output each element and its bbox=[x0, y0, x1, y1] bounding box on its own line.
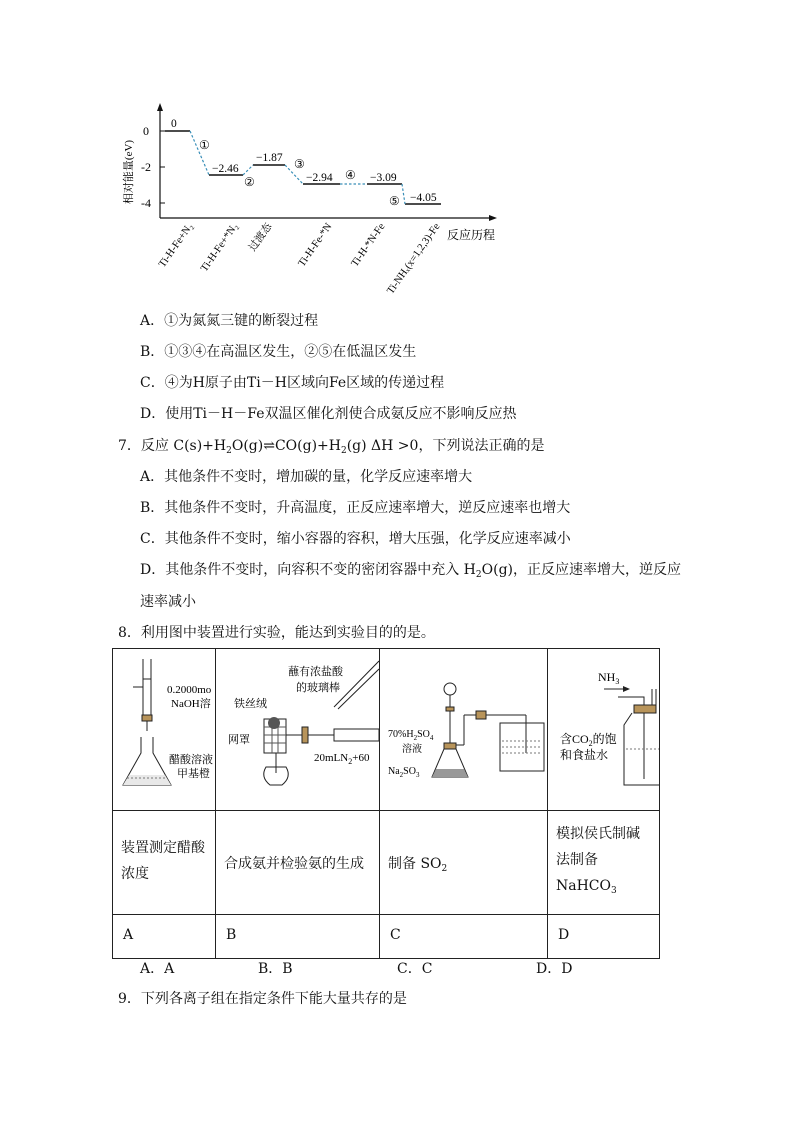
species-label-4: Ti-H-*N-Fe bbox=[349, 221, 388, 269]
letter-c: C bbox=[380, 915, 548, 959]
label-a3: 醋酸溶液 bbox=[169, 754, 213, 766]
q6-option-b: B．①③④在高温区发生，②⑤在低温区发生 bbox=[140, 344, 417, 360]
step-2: ② bbox=[244, 175, 255, 189]
label-b2: 网罩 bbox=[228, 734, 250, 746]
q7-option-c: C．其他条件不变时，缩小容器的容积，增大压强，化学反应速率减小 bbox=[140, 531, 571, 547]
apparatus-c-cell bbox=[380, 649, 548, 811]
q8-option-d: D．D bbox=[536, 961, 573, 977]
q8-option-a: A．A bbox=[140, 961, 175, 977]
label-d1: $NH_3$ bbox=[598, 670, 620, 686]
letter-d: D bbox=[548, 915, 660, 959]
caption-a: 装置测定醋酸浓度 bbox=[113, 811, 216, 915]
apparatus-b-cell bbox=[216, 649, 380, 811]
q6-option-c: C．④为H原子由Ti－H区域向Fe区域的传递过程 bbox=[140, 375, 445, 391]
ytick-neg4: -4 bbox=[141, 196, 151, 210]
step-4: ④ bbox=[345, 168, 356, 182]
ytick-0: 0 bbox=[143, 124, 149, 138]
level-label-3: −2.94 bbox=[306, 172, 333, 184]
letter-b: B bbox=[216, 915, 380, 959]
label-a2: NaOH溶 bbox=[171, 698, 211, 710]
level-label-1: −2.46 bbox=[212, 163, 239, 175]
label-d3: 含$CO_2$的饱 bbox=[560, 732, 617, 748]
q7-stem: 7．反应 $C(s)+H_2O(g)\rightleftharpoons CO(g)+H_2(g)$ ΔH >0，下列说法正确的是 bbox=[118, 438, 545, 456]
q7-option-b: B．其他条件不变时，升高温度，正反应速率增大，逆反应速率也增大 bbox=[140, 500, 571, 516]
q7-option-d: D．其他条件不变时，向容积不变的密闭容器中充入 $H_2O(g)$，正反应速率增大，逆反应 bbox=[140, 562, 681, 580]
ytick-neg2: -2 bbox=[141, 160, 151, 174]
so2-apparatus bbox=[380, 649, 547, 806]
titration-apparatus bbox=[113, 649, 215, 806]
energy-diagram bbox=[0, 0, 794, 300]
q8-option-b: B．B bbox=[258, 961, 293, 977]
q8-option-c: C．C bbox=[397, 961, 433, 977]
apparatus-table bbox=[112, 648, 660, 959]
label-c5: 溶液 bbox=[402, 744, 422, 755]
hou-process-apparatus bbox=[548, 649, 659, 806]
level-label-0: 0 bbox=[171, 118, 177, 130]
step-3: ③ bbox=[294, 157, 305, 171]
step-1: ① bbox=[199, 138, 210, 152]
letter-a: A bbox=[113, 915, 216, 959]
ammonia-apparatus bbox=[216, 649, 379, 806]
label-a4: 甲基橙 bbox=[177, 768, 210, 780]
species-label-0: Ti-H-Fe+N₂ bbox=[157, 221, 196, 270]
y-axis-arrow bbox=[157, 103, 163, 111]
label-a1: 0.2000mo bbox=[167, 684, 212, 696]
level-label-5: −4.05 bbox=[410, 192, 437, 204]
label-b1: 铁丝绒 bbox=[234, 698, 267, 710]
connector-5 bbox=[402, 184, 405, 204]
apparatus-a-cell bbox=[113, 649, 216, 811]
q7-option-d-cont: 速率减小 bbox=[140, 594, 196, 610]
caption-c: 制备 $SO_2$ bbox=[380, 811, 548, 915]
q6-option-d: D．使用Ti－H－Fe双温区催化剂使合成氨反应不影响反应热 bbox=[140, 406, 517, 422]
connector-2 bbox=[243, 165, 253, 175]
apparatus-d-cell bbox=[548, 649, 660, 811]
level-label-2: −1.87 bbox=[256, 152, 283, 164]
label-d6: 和食盐水 bbox=[560, 748, 609, 762]
species-label-1: Ti-H-Fe+*N₂ bbox=[199, 221, 241, 274]
species-label-5: Ti-NHₓ(x=1,2,3)-Fe bbox=[385, 221, 443, 297]
level-label-4: −3.09 bbox=[370, 172, 397, 184]
caption-b: 合成氨并检验氨的生成 bbox=[216, 811, 380, 915]
label-b4: 的玻璃棒 bbox=[296, 682, 340, 694]
label-c1: $70\%H_2SO_4$ bbox=[388, 729, 434, 742]
x-axis-arrow bbox=[489, 215, 497, 221]
q9-stem: 9．下列各离子组在指定条件下能大量共存的是 bbox=[118, 991, 407, 1007]
x-axis-label: 反应历程 bbox=[447, 228, 496, 242]
caption-d: 模拟侯氏制碱法制备 NaHCO$_3$ bbox=[548, 811, 660, 915]
q6-option-a: A．①为氮氮三键的断裂过程 bbox=[140, 313, 319, 329]
y-axis-label: 相对能量(eV) bbox=[123, 139, 135, 205]
species-label-3: Ti-H-Fe-*N bbox=[296, 221, 335, 269]
q8-stem: 8．利用图中装置进行实验，能达到实验目的的是。 bbox=[118, 625, 435, 641]
label-b3: 蘸有浓盐酸 bbox=[288, 666, 343, 678]
q7-option-a: A．其他条件不变时，增加碳的量，化学反应速率增大 bbox=[140, 469, 473, 485]
label-c6: $Na_2SO_3$ bbox=[388, 766, 420, 779]
label-b5: 20mLN$_2$+60 bbox=[314, 752, 370, 766]
species-label-2: 过渡态 bbox=[247, 221, 275, 254]
step-5: ⑤ bbox=[389, 194, 400, 208]
